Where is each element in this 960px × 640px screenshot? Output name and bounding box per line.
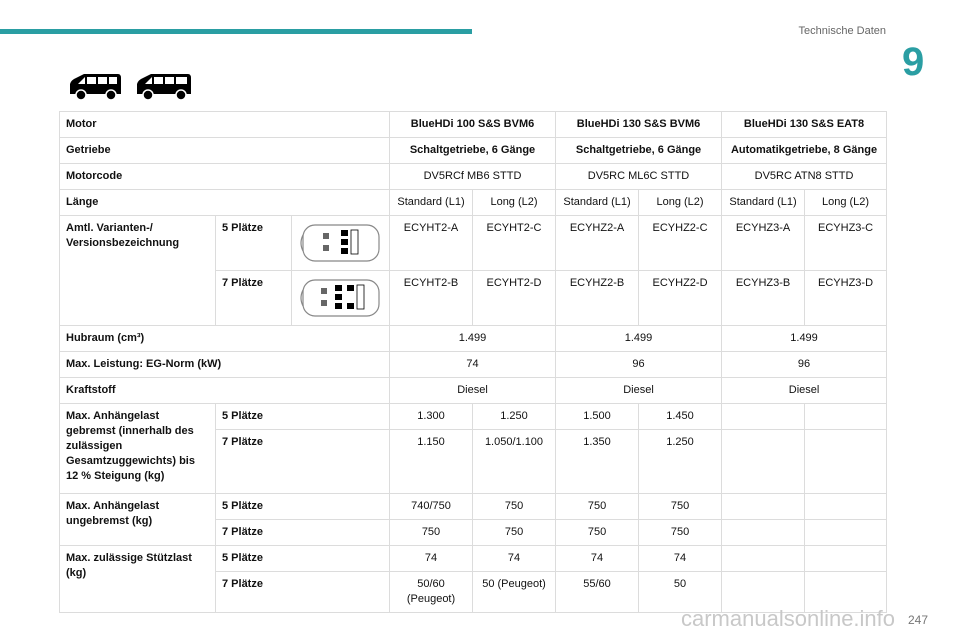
table-cell: ECYHZ3-B (722, 271, 805, 326)
table-cell: 50 (Peugeot) (473, 572, 556, 613)
table-cell: Long (L2) (473, 190, 556, 216)
table-cell-empty (722, 494, 805, 520)
table-row (60, 546, 887, 572)
row-label: Hubraum (cm³) (60, 326, 390, 352)
seats-label: 7 Plätze (216, 572, 390, 613)
row-label: Länge (60, 190, 390, 216)
table-cell: DV5RCf MB6 STTD (390, 164, 556, 190)
seats-label: 7 Plätze (216, 430, 390, 494)
engine-1-header: BlueHDi 100 S&S BVM6 (390, 112, 556, 138)
table-cell: 750 (639, 494, 722, 520)
row-label: Max. Leistung: EG-Norm (kW) (60, 352, 390, 378)
row-label: Max. Anhängelast ungebremst (kg) (60, 494, 216, 546)
table-cell-empty (722, 546, 805, 572)
table-cell: 1.350 (556, 430, 639, 494)
table-cell: 750 (639, 520, 722, 546)
table-cell: 1.250 (473, 404, 556, 430)
table-cell: 50/60 (Peugeot) (390, 572, 473, 613)
row-label: Getriebe (60, 138, 390, 164)
table-cell: 96 (556, 352, 722, 378)
table-cell: 74 (473, 546, 556, 572)
row-label: Motorcode (60, 164, 390, 190)
table-cell: Diesel (722, 378, 887, 404)
table-cell: ECYHT2-D (473, 271, 556, 326)
seats-label: 7 Plätze (216, 520, 390, 546)
watermark: carmanualsonline.info (681, 606, 896, 631)
table-cell: DV5RC ATN8 STTD (722, 164, 887, 190)
table-cell-empty (805, 430, 887, 494)
table-row (60, 326, 887, 352)
table-cell: Schaltgetriebe, 6 Gänge (390, 138, 556, 164)
table-cell: 750 (556, 520, 639, 546)
table-cell: Long (L2) (805, 190, 887, 216)
seats-label: 5 Plätze (216, 216, 292, 271)
table-cell: Diesel (556, 378, 722, 404)
seats-label: 5 Plätze (216, 404, 390, 430)
table-cell: ECYHZ3-C (805, 216, 887, 271)
table-row (60, 216, 887, 271)
table-cell: DV5RC ML6C STTD (556, 164, 722, 190)
table-cell: 74 (556, 546, 639, 572)
table-cell: 1.500 (556, 404, 639, 430)
table-cell-empty (722, 430, 805, 494)
table-cell: 750 (390, 520, 473, 546)
table-cell: 740/750 (390, 494, 473, 520)
table-row (60, 494, 887, 520)
table-cell: ECYHZ3-A (722, 216, 805, 271)
table-cell: 1.150 (390, 430, 473, 494)
table-row (60, 378, 887, 404)
row-label: Max. Anhängelast gebremst (innerhalb des zulässigen Gesamtzuggewichts) bis 12 % Steigung (kg) (60, 404, 216, 494)
table-cell: 1.300 (390, 404, 473, 430)
page-number: 247 (907, 613, 928, 627)
table-cell: 1.450 (639, 404, 722, 430)
table-cell-empty (805, 404, 887, 430)
table-cell: 1.499 (390, 326, 556, 352)
van-long-icon (133, 72, 193, 102)
table-cell: 96 (722, 352, 887, 378)
table-cell: ECYHZ3-D (805, 271, 887, 326)
table-cell-empty (805, 494, 887, 520)
table-cell: ECYHT2-A (390, 216, 473, 271)
table-cell: 74 (390, 546, 473, 572)
table-cell: 1.050/1.100 (473, 430, 556, 494)
table-cell: Schaltgetriebe, 6 Gänge (556, 138, 722, 164)
table-cell: ECYHZ2-B (556, 271, 639, 326)
table-cell: 55/60 (556, 572, 639, 613)
table-cell: 1.499 (556, 326, 722, 352)
van-icon (66, 72, 124, 102)
table-cell: 750 (556, 494, 639, 520)
row-label: Amtl. Varianten-/ Versionsbezeichnung (60, 216, 216, 326)
table-cell: ECYHT2-C (473, 216, 556, 271)
engine-2-header: BlueHDi 130 S&S BVM6 (556, 112, 722, 138)
table-row (60, 352, 887, 378)
seats-label: 7 Plätze (216, 271, 292, 326)
seat-layout-5-icon (292, 216, 390, 271)
engine-3-header: BlueHDi 130 S&S EAT8 (722, 112, 887, 138)
table-cell: Standard (L1) (556, 190, 639, 216)
row-label: Max. zulässige Stützlast (kg) (60, 546, 216, 613)
table-cell: 50 (639, 572, 722, 613)
table-row (60, 138, 887, 164)
table-cell-empty (805, 546, 887, 572)
table-row (60, 404, 887, 430)
table-cell: 750 (473, 520, 556, 546)
header-accent-bar (0, 29, 472, 34)
table-cell: Automatikgetriebe, 8 Gänge (722, 138, 887, 164)
table-cell-empty (722, 520, 805, 546)
table-cell: 750 (473, 494, 556, 520)
table-row (60, 190, 887, 216)
table-cell: 74 (390, 352, 556, 378)
row-label: Motor (60, 112, 390, 138)
table-cell: ECYHT2-B (390, 271, 473, 326)
chapter-number: 9 (902, 40, 925, 84)
seat-layout-7-icon (292, 271, 390, 326)
table-cell: 1.250 (639, 430, 722, 494)
table-cell-empty (805, 520, 887, 546)
table-cell: Diesel (390, 378, 556, 404)
section-title: Technische Daten (798, 25, 886, 37)
table-cell: ECYHZ2-A (556, 216, 639, 271)
table-cell: 74 (639, 546, 722, 572)
seats-label: 5 Plätze (216, 546, 390, 572)
row-label: Kraftstoff (60, 378, 390, 404)
table-cell: Standard (L1) (722, 190, 805, 216)
table-cell-empty (722, 404, 805, 430)
table-row (60, 112, 887, 138)
table-row (60, 164, 887, 190)
table-cell: ECYHZ2-C (639, 216, 722, 271)
table-cell: Standard (L1) (390, 190, 473, 216)
seats-label: 5 Plätze (216, 494, 390, 520)
table-cell: 1.499 (722, 326, 887, 352)
technical-data-table (59, 111, 887, 613)
table-cell: ECYHZ2-D (639, 271, 722, 326)
table-cell: Long (L2) (639, 190, 722, 216)
